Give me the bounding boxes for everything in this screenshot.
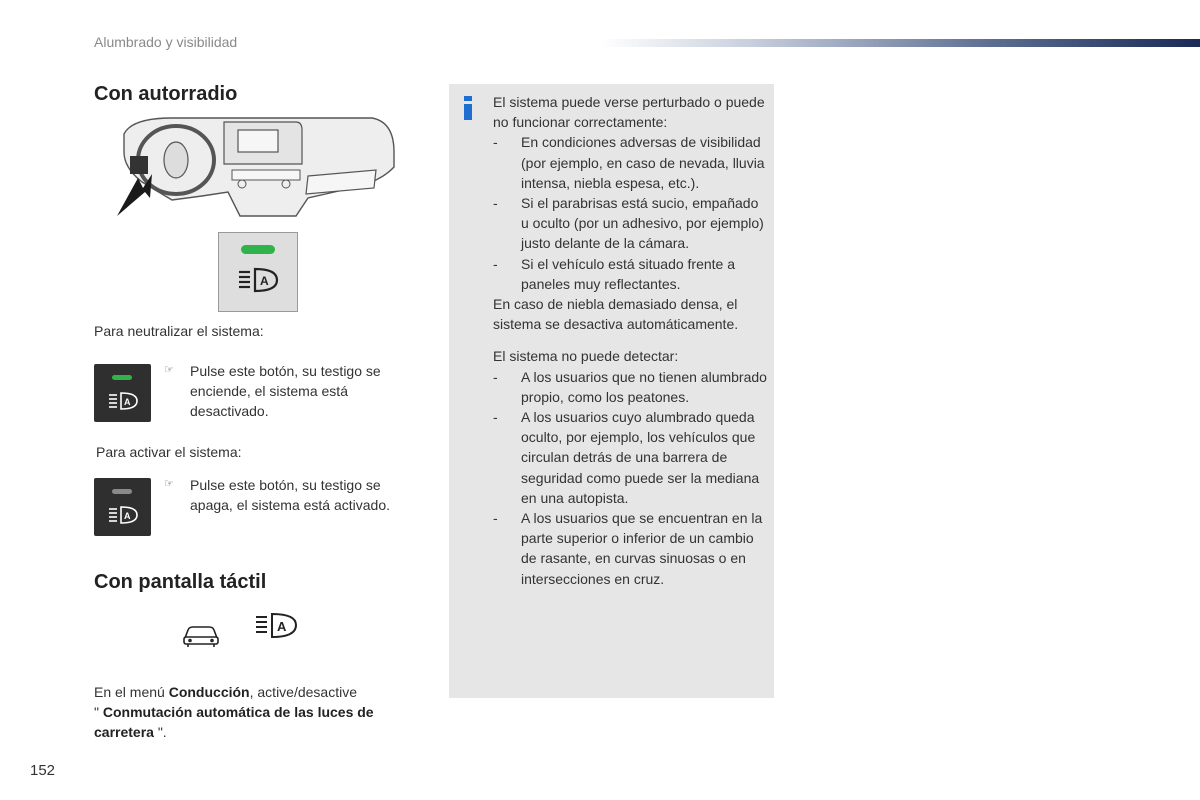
heading-con-autorradio: Con autorradio xyxy=(94,83,238,105)
indicator-light-off xyxy=(112,489,132,494)
pointing-hand-icon: ☞ xyxy=(164,478,174,490)
info-intro: El sistema puede verse perturbado o puede no funcionar correctamente: xyxy=(493,94,765,131)
svg-text:A: A xyxy=(124,397,131,407)
pointing-hand-icon: ☞ xyxy=(164,364,174,376)
svg-text:A: A xyxy=(277,619,287,634)
list-item: - A los usuarios que se encuentran en la parte superior o inferior de un cambio de rasante, en curvas sinuosas o en intersecciones en cruz. xyxy=(493,510,763,587)
quote-close: ". xyxy=(153,724,167,740)
list-item: - Si el parabrisas está sucio, empañado u oculto (por un adhesivo, por ejemplo) justo delante de la cámara. xyxy=(493,195,764,252)
light-button-off[interactable] xyxy=(94,478,151,536)
section-title: Alumbrado y visibilidad xyxy=(94,34,238,50)
list-item: - Si el vehículo está situado frente a paneles muy reflectantes. xyxy=(493,255,736,292)
car-icon[interactable] xyxy=(182,622,220,653)
svg-text:A: A xyxy=(124,511,131,521)
function-name: Conmutación automática de las luces de carretera xyxy=(94,704,374,740)
fog-note: En caso de niebla demasiado densa, el sistema se desactiva automáticamente. xyxy=(493,296,739,333)
neutralize-label: Para neutralizar el sistema: xyxy=(94,323,264,339)
auto-high-beam-icon xyxy=(108,505,138,530)
heading-con-pantalla-tactil: Con pantalla táctil xyxy=(94,571,267,593)
info-icon xyxy=(463,96,473,125)
indicator-light-on xyxy=(112,375,132,380)
menu-prefix: En el menú xyxy=(94,684,169,700)
neutralize-instruction xyxy=(164,361,404,421)
menu-name: Conducción xyxy=(168,684,250,700)
auto-high-beam-icon xyxy=(108,391,138,416)
menu-mid: , active/desactive xyxy=(249,684,357,700)
light-button-illustration xyxy=(218,232,298,312)
list-item: - A los usuarios que no tienen alumbrado propio, como los peatones. xyxy=(493,368,767,405)
dashboard-illustration xyxy=(112,112,402,222)
cannot-detect-label: El sistema no puede detectar: xyxy=(493,348,679,365)
light-button-on[interactable] xyxy=(94,364,151,422)
list-item: - A los usuarios cuyo alumbrado queda oculto, por ejemplo, los vehículos que circulan detrás de una barrera de seguridad como puede ser la mediana en una autopista. xyxy=(493,409,760,506)
auto-high-beam-icon xyxy=(237,267,279,298)
indicator-light-on xyxy=(241,245,275,254)
activate-text: Pulse este botón, su testigo se apaga, el sistema está activado. xyxy=(190,477,391,513)
svg-text:A: A xyxy=(260,274,269,288)
page-number: 152 xyxy=(30,762,56,779)
list-item: - En condiciones adversas de visibilidad (por ejemplo, en caso de nevada, lluvia intensa, niebla espesa, etc.). xyxy=(493,134,765,191)
header-decor-bar xyxy=(600,39,1200,47)
activate-label: Para activar el sistema: xyxy=(96,444,242,460)
info-box xyxy=(449,84,774,698)
neutralize-text: Pulse este botón, su testigo se enciende, el sistema está desactivado. xyxy=(190,363,381,419)
auto-high-beam-icon[interactable] xyxy=(254,612,298,645)
menu-instruction xyxy=(94,682,424,742)
info-text xyxy=(493,92,769,589)
activate-instruction xyxy=(164,475,419,515)
quote-open: " xyxy=(94,704,103,720)
